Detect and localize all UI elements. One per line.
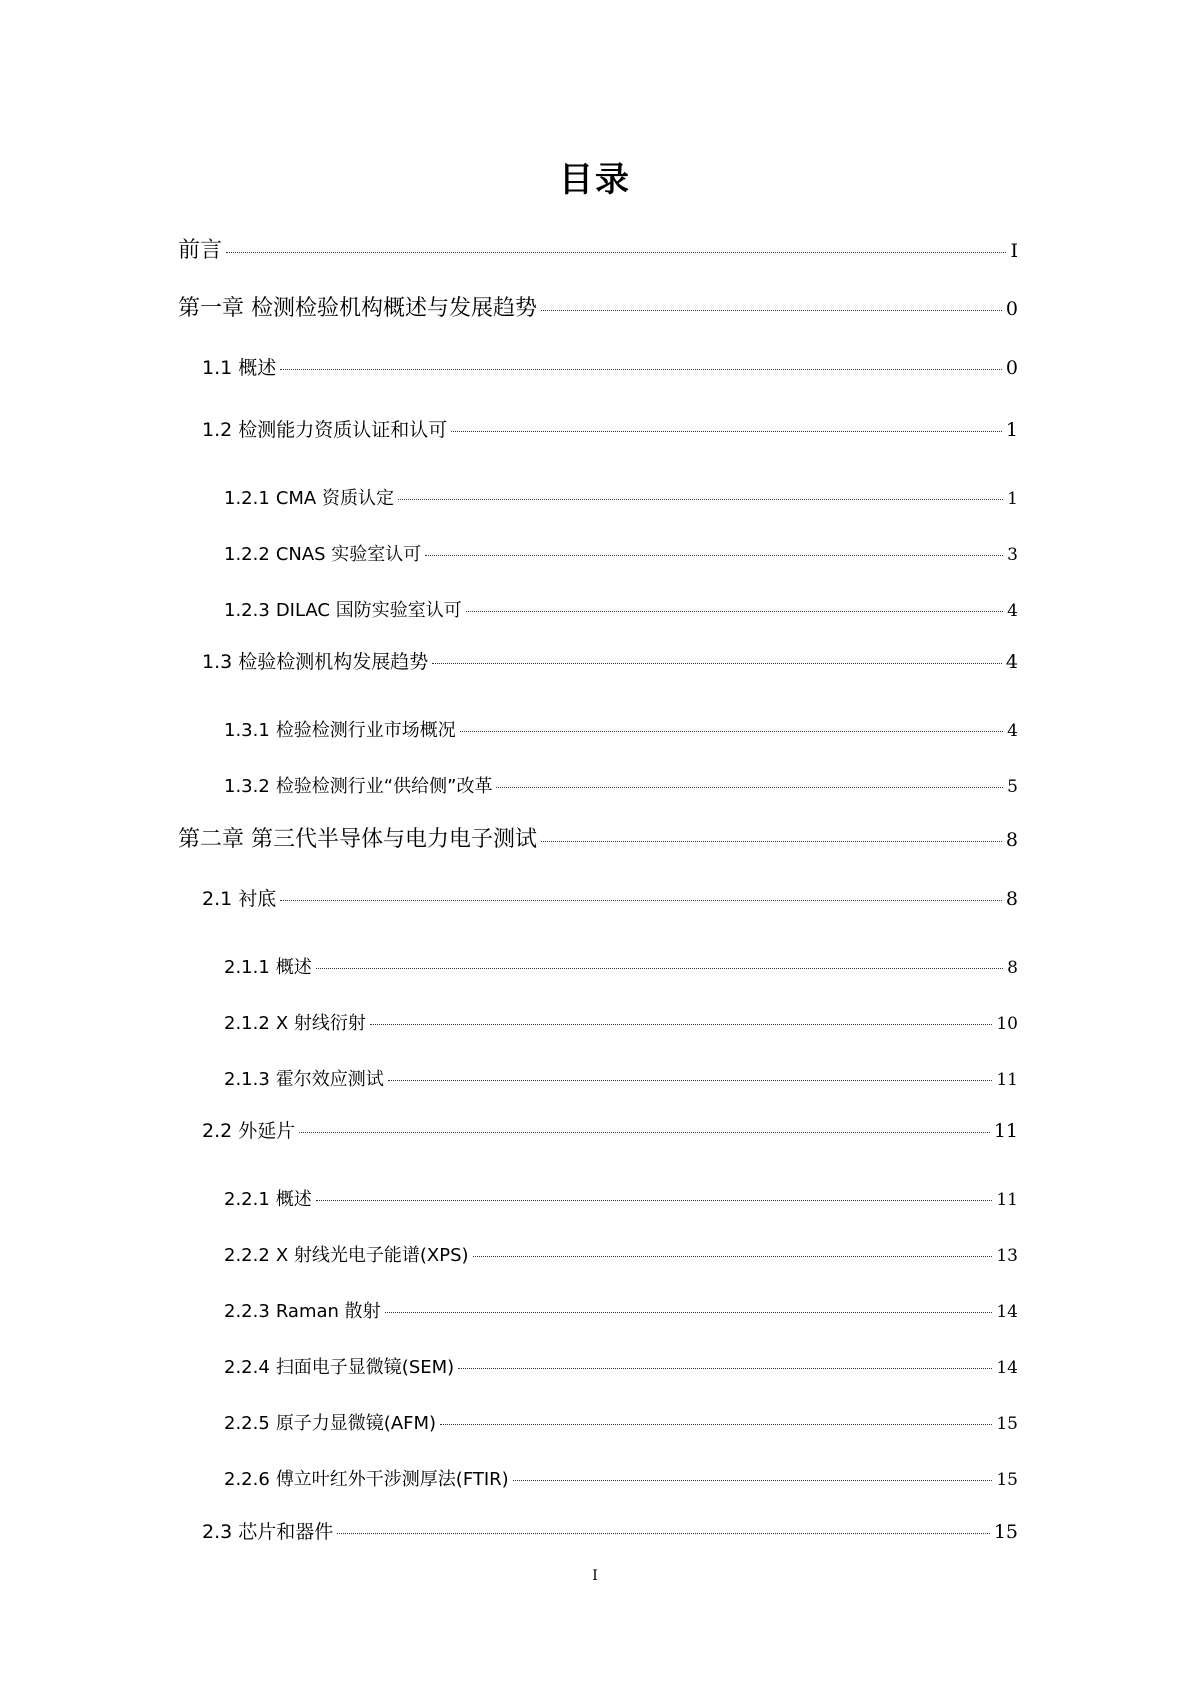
toc-entry-label: 概述: [275, 1189, 312, 1210]
toc-entry-page: 11: [996, 1070, 1018, 1090]
toc-entry-label: 扫面电子显微镜(SEM): [275, 1357, 455, 1378]
toc-entry[interactable]: [202, 1116, 1018, 1143]
dot-leader: [299, 1132, 990, 1133]
toc-entry[interactable]: [224, 716, 1018, 742]
toc-entry-number: 1.2: [202, 419, 233, 441]
toc-entry-number: 1.3.2: [224, 776, 270, 797]
toc-entry-number: 2.1.2: [224, 1013, 270, 1034]
toc-entry-number: 2.2: [202, 1120, 233, 1142]
toc-entry-label: 外延片: [238, 1120, 296, 1142]
toc-entry-number: 1.2.2: [224, 544, 270, 565]
toc-entry-page: 8: [1007, 958, 1018, 978]
toc-entry-page: 1: [1005, 419, 1018, 441]
toc-entry-number: 2.1.1: [224, 957, 270, 978]
toc-entry[interactable]: [224, 953, 1018, 979]
toc-entry-page: 4: [1005, 651, 1018, 673]
toc-entry-page: 0: [1005, 357, 1018, 379]
toc-entry-page: 15: [993, 1521, 1018, 1543]
toc-entry[interactable]: [178, 822, 1018, 853]
toc-entry-number: 2.2.4: [224, 1357, 270, 1378]
toc-entry-page: 1: [1007, 489, 1018, 509]
dot-leader: [316, 968, 1003, 969]
toc-entry-label: 傅立叶红外干涉测厚法(FTIR): [275, 1469, 509, 1490]
toc-entry-label: 霍尔效应测试: [275, 1069, 384, 1090]
toc-entry-number: 2.1: [202, 888, 233, 910]
toc-entry[interactable]: [224, 1009, 1018, 1035]
toc-entry-page: 14: [996, 1302, 1018, 1322]
page-title: 目录: [559, 160, 631, 200]
toc-entry-page: 4: [1007, 601, 1018, 621]
toc-entry-number: 2.2.3: [224, 1301, 270, 1322]
dot-leader: [432, 663, 1002, 664]
toc-entry-label: 衬底: [238, 888, 277, 910]
toc-entry-label: 检验检测行业市场概况: [275, 720, 456, 741]
toc-entry-page: 10: [996, 1014, 1018, 1034]
toc-entry-label: CMA 资质认定: [275, 488, 394, 509]
toc-entry-page: 11: [996, 1190, 1018, 1210]
toc-entry-label: DILAC 国防实验室认可: [275, 600, 462, 621]
dot-leader: [398, 499, 1003, 500]
toc-entry[interactable]: [224, 772, 1018, 798]
toc-entry-label: CNAS 实验室认可: [275, 544, 422, 565]
dot-leader: [337, 1533, 990, 1534]
toc-entry[interactable]: [224, 1409, 1018, 1435]
dot-leader: [388, 1080, 993, 1081]
dot-leader: [280, 369, 1002, 370]
toc-entry-label: 检验检测行业“供给侧”改革: [275, 776, 493, 797]
page-number: I: [592, 1568, 598, 1584]
dot-leader: [460, 731, 1003, 732]
toc-entry[interactable]: [202, 1517, 1018, 1544]
toc-entry[interactable]: [224, 1465, 1018, 1491]
toc-entry[interactable]: [224, 540, 1018, 566]
toc-entry-number: 1.3.1: [224, 720, 270, 741]
toc-entry-label: 概述: [275, 957, 312, 978]
dot-leader: [370, 1024, 992, 1025]
toc-entry[interactable]: [202, 415, 1018, 442]
dot-leader: [513, 1480, 993, 1481]
toc-entry-label: 芯片和器件: [238, 1521, 334, 1543]
toc-entry-page: 13: [996, 1246, 1018, 1266]
toc-entry-page: 15: [996, 1414, 1018, 1434]
toc-entry-number: 1.3: [202, 651, 233, 673]
toc-entry-page: I: [1010, 240, 1018, 262]
toc-entry-page: 4: [1007, 721, 1018, 741]
toc-entry-number: 1.1: [202, 357, 233, 379]
toc-entry-label: X 射线光电子能谱(XPS): [275, 1245, 469, 1266]
dot-leader: [496, 787, 1003, 788]
toc-entry-label: 前言: [178, 238, 223, 263]
toc-entry-label: 概述: [238, 357, 277, 379]
toc-entry[interactable]: [224, 596, 1018, 622]
toc-entry[interactable]: [178, 291, 1018, 322]
dot-leader: [541, 310, 1002, 311]
toc-entry-number: 1.2.3: [224, 600, 270, 621]
dot-leader: [473, 1256, 993, 1257]
toc-entry-number: 1.2.1: [224, 488, 270, 509]
dot-leader: [541, 841, 1002, 842]
toc-entry-number: 2.2.1: [224, 1189, 270, 1210]
toc-entry-label: 检验检测机构发展趋势: [238, 651, 429, 673]
toc-entry-label: 第一章 检测检验机构概述与发展趋势: [178, 296, 537, 321]
toc-entry[interactable]: [202, 884, 1018, 911]
toc-entry[interactable]: [224, 1065, 1018, 1091]
toc-entry-number: 2.3: [202, 1521, 233, 1543]
toc-entry[interactable]: [224, 1241, 1018, 1267]
toc-entry[interactable]: [224, 1297, 1018, 1323]
toc-entry-label: Raman 散射: [275, 1301, 381, 1322]
toc-entry-label: X 射线衍射: [275, 1013, 366, 1034]
toc-entry-label: 原子力显微镜(AFM): [275, 1413, 437, 1434]
toc-entry[interactable]: [224, 1185, 1018, 1211]
dot-leader: [280, 900, 1002, 901]
toc-entry-page: 11: [993, 1120, 1018, 1142]
dot-leader: [458, 1368, 992, 1369]
toc-entry[interactable]: [202, 353, 1018, 380]
toc-entry-number: 2.2.6: [224, 1469, 270, 1490]
dot-leader: [425, 555, 1003, 556]
dot-leader: [316, 1200, 993, 1201]
dot-leader: [385, 1312, 993, 1313]
toc-entry-label: 检测能力资质认证和认可: [238, 419, 448, 441]
toc-entry[interactable]: [178, 233, 1018, 264]
dot-leader: [226, 252, 1006, 253]
toc-entry-page: 15: [996, 1470, 1018, 1490]
toc-entry-page: 3: [1007, 545, 1018, 565]
dot-leader: [466, 611, 1003, 612]
dot-leader: [440, 1424, 992, 1425]
toc-entry-page: 0: [1005, 298, 1018, 320]
toc-entry[interactable]: [224, 484, 1018, 510]
toc-entry-page: 8: [1005, 829, 1018, 851]
toc-entry-page: 5: [1007, 777, 1018, 797]
dot-leader: [451, 431, 1002, 432]
toc-entry[interactable]: [224, 1353, 1018, 1379]
toc-entry-label: 第二章 第三代半导体与电力电子测试: [178, 827, 537, 852]
toc-entry-page: 14: [996, 1358, 1018, 1378]
toc-entry-number: 2.2.5: [224, 1413, 270, 1434]
toc-entry-number: 2.2.2: [224, 1245, 270, 1266]
toc-entry-number: 2.1.3: [224, 1069, 270, 1090]
toc-entry-page: 8: [1005, 888, 1018, 910]
toc-entry[interactable]: [202, 647, 1018, 674]
